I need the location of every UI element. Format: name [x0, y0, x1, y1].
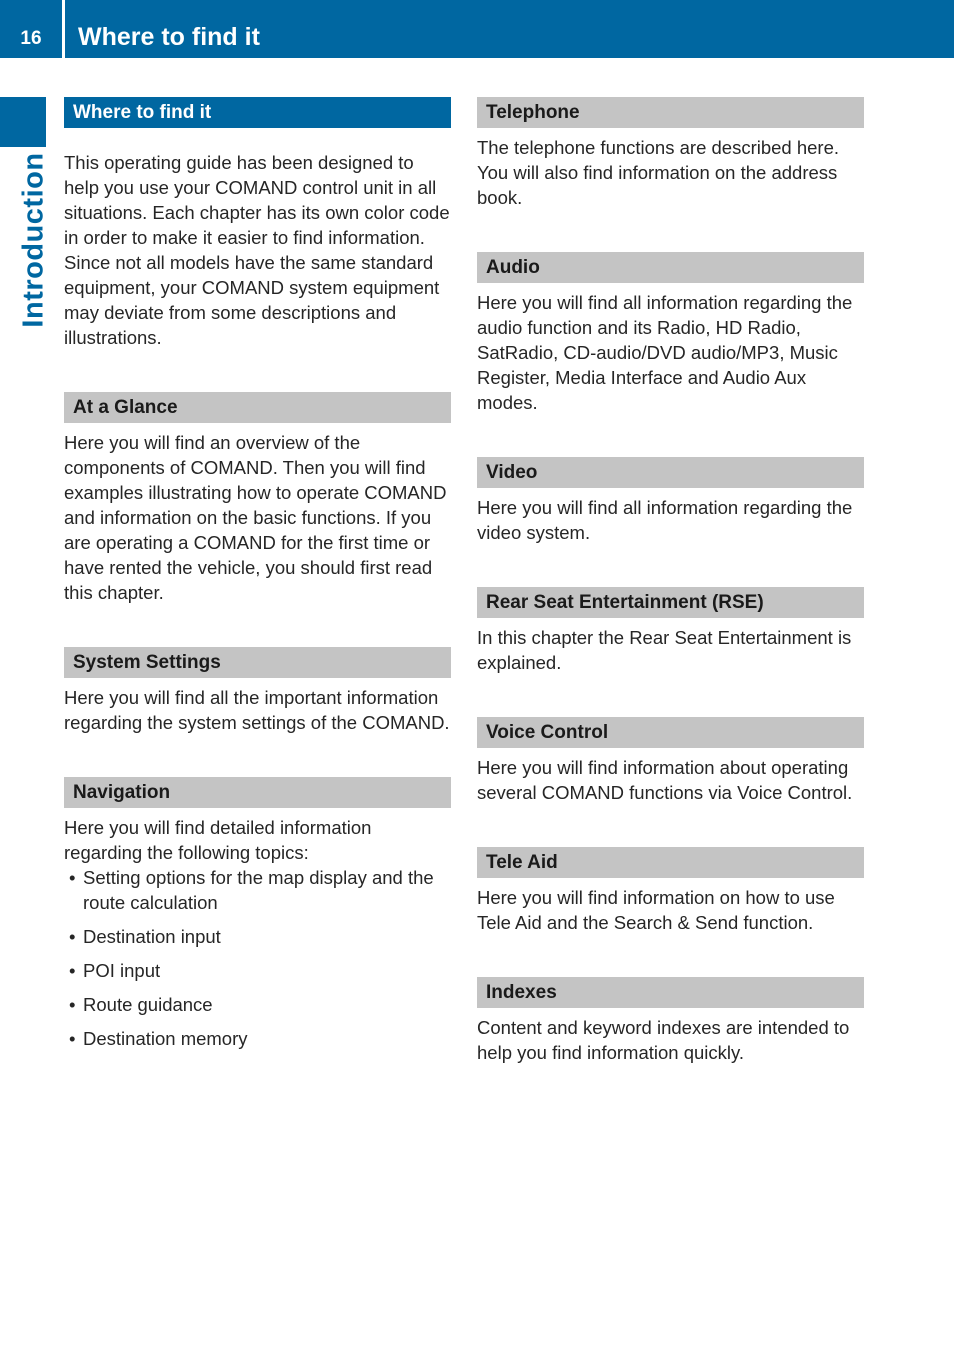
- section-body: In this chapter the Rear Seat Entertainment is explained.: [477, 627, 852, 673]
- section-voice-control: [477, 717, 864, 805]
- section-body: [64, 815, 451, 1051]
- section-system-settings: [64, 647, 451, 735]
- section-video: [477, 457, 864, 545]
- section-heading: System Settings: [64, 647, 451, 678]
- section-heading: Indexes: [477, 977, 864, 1008]
- section-body: Here you will find an overview of the components of COMAND. Then you will find examples illustrating how to operate COMAND and information on the basic functions. If you are operating a COMAND for the first time or have rented the vehicle, you should first read this chapter.: [64, 432, 447, 603]
- page-title: Where to find it: [78, 23, 260, 51]
- section-heading: Audio: [477, 252, 864, 283]
- section-body: Here you will find information on how to use Tele Aid and the Search & Send function.: [477, 887, 835, 933]
- section-body: The telephone functions are described here. You will also find information on the address book.: [477, 137, 840, 208]
- page-number: 16: [20, 28, 42, 49]
- section-heading: Navigation: [64, 777, 451, 808]
- section-heading: Rear Seat Entertainment (RSE): [477, 587, 864, 618]
- section-rse: [477, 587, 864, 675]
- left-column: [64, 97, 451, 1093]
- section-intro: Here you will find detailed information regarding the following topics:: [64, 817, 372, 863]
- list-item: • Setting options for the map display and the route calculation: [64, 865, 451, 915]
- page-header: [0, 0, 954, 58]
- section-heading: Where to find it: [64, 97, 451, 128]
- section-heading: Voice Control: [477, 717, 864, 748]
- section-body: Here you will find all the important information regarding the system settings of the COMAND.: [64, 687, 450, 733]
- list-item: • Destination input: [64, 924, 451, 949]
- section-navigation: [64, 777, 451, 1051]
- list-item: • Destination memory: [64, 1026, 451, 1051]
- section-tele-aid: [477, 847, 864, 935]
- section-telephone: [477, 97, 864, 210]
- right-column: [477, 97, 864, 1107]
- chapter-tab-label: Introduction: [17, 152, 50, 328]
- section-indexes: [477, 977, 864, 1065]
- section-body: Here you will find all information regarding the audio function and its Radio, HD Radio, SatRadio, CD-audio/DVD audio/MP3, Music Register, Media Interface and Audio Aux modes.: [477, 292, 853, 413]
- section-body: Here you will find information about operating several COMAND functions via Voice Control.: [477, 757, 853, 803]
- section-heading: At a Glance: [64, 392, 451, 423]
- section-heading: Telephone: [477, 97, 864, 128]
- chapter-tab-marker: [0, 97, 46, 147]
- bullet-list: [64, 865, 451, 1051]
- section-body: This operating guide has been designed to help you use your COMAND control unit in all situations. Each chapter has its own color code in order to make it easier to find information. Since not all models have the same standard equipment, your COMAND system equipment may deviate from some descriptions and illustrations.: [64, 152, 450, 348]
- section-heading: Tele Aid: [477, 847, 864, 878]
- section-where-to-find-it: [64, 97, 451, 350]
- section-body: Content and keyword indexes are intended to help you find information quickly.: [477, 1017, 850, 1063]
- header-divider: [62, 0, 65, 58]
- section-heading: Video: [477, 457, 864, 488]
- list-item: • POI input: [64, 958, 451, 983]
- section-body: Here you will find all information regarding the video system.: [477, 497, 853, 543]
- list-item: • Route guidance: [64, 992, 451, 1017]
- section-audio: [477, 252, 864, 415]
- section-at-a-glance: [64, 392, 451, 605]
